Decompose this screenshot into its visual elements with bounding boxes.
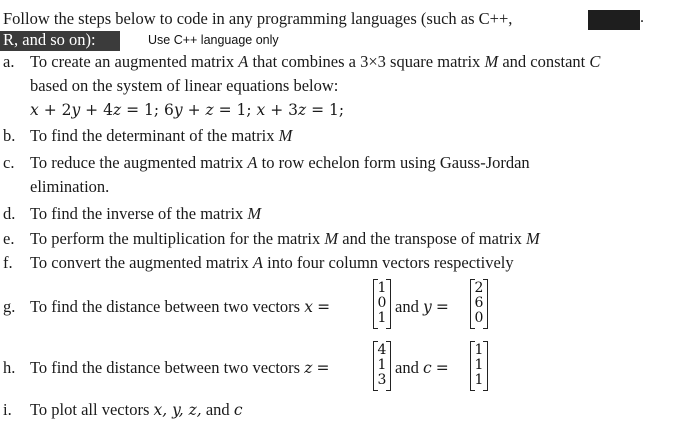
item-e-label-b: and the transpose of matrix <box>342 229 522 248</box>
and-text: and <box>205 400 230 419</box>
item-c <box>3 153 14 173</box>
item-b-text <box>30 126 292 146</box>
eq-part: + 4 <box>85 101 113 119</box>
var-A: A <box>247 153 258 172</box>
equals-sign: = <box>435 298 449 316</box>
var-M: M <box>247 204 262 223</box>
item-g-label: To find the distance between two vectors <box>30 297 301 316</box>
item-f-label: To convert the augmented matrix <box>30 253 249 272</box>
intro-text: Follow the steps below to code in any programming languages (such as C++, <box>3 9 513 28</box>
vector-z <box>373 341 391 391</box>
redaction-bar <box>588 10 640 30</box>
var-M: M <box>324 229 339 248</box>
eq-part: + 3 <box>270 101 299 119</box>
vector-entry: 0 <box>377 295 387 311</box>
item-i-text <box>30 400 243 420</box>
vector-entry: 3 <box>377 372 387 388</box>
item-f <box>3 253 13 273</box>
and-text: and <box>395 297 419 316</box>
vector-entry: 6 <box>474 295 484 311</box>
item-e-text <box>30 229 540 249</box>
vector-entry: 1 <box>377 310 387 326</box>
vector-entry: 4 <box>377 342 387 358</box>
var-z: z <box>304 359 313 377</box>
vector-x <box>373 279 391 329</box>
vector-entry: 1 <box>474 372 484 388</box>
vector-y <box>470 279 488 329</box>
item-e <box>3 229 14 249</box>
eq-z: z <box>298 101 307 119</box>
eq-part: = 1; <box>218 101 252 119</box>
eq-y: y <box>173 101 183 119</box>
redaction-tail: . <box>640 9 644 26</box>
eq-x: x <box>256 101 266 119</box>
vector-entry: 1 <box>377 357 387 373</box>
equals-sign: = <box>316 359 330 377</box>
item-letter: d. <box>3 204 16 223</box>
eq-z: z <box>112 101 122 119</box>
item-c-line-2: elimination. <box>30 177 110 196</box>
item-letter: g. <box>3 297 16 316</box>
var-y: y <box>422 298 432 316</box>
vector-entry: 1 <box>474 342 484 358</box>
item-a-line-2: based on the system of linear equations below: <box>30 76 339 95</box>
item-d <box>3 204 15 224</box>
var-c: c <box>233 401 243 419</box>
eq-y: y <box>71 101 81 119</box>
item-f-label-b: into four column vectors respectively <box>267 253 514 272</box>
equals-sign: = <box>435 359 449 377</box>
item-c-label-b: to row echelon form using Gauss-Jordan <box>261 153 530 172</box>
item-g <box>3 297 15 317</box>
item-letter: c. <box>3 153 15 172</box>
var-M: M <box>484 52 499 71</box>
and-text: and <box>395 358 419 377</box>
item-a-text-b: that combines a 3×3 square matrix <box>252 52 481 71</box>
item-h-text <box>30 358 330 378</box>
item-letter: f. <box>3 253 13 272</box>
item-a <box>3 52 14 72</box>
var-M: M <box>526 229 540 248</box>
var-M: M <box>278 126 293 145</box>
var-C: C <box>589 52 601 71</box>
intro-line-1 <box>3 9 512 29</box>
language-note: Use C++ language only <box>148 33 279 47</box>
item-b <box>3 126 15 146</box>
equals-sign: = <box>317 298 331 316</box>
item-a-text: To create an augmented matrix <box>30 52 235 71</box>
item-c-line-1 <box>30 153 530 173</box>
item-h-and <box>395 358 449 378</box>
vector-entry: 1 <box>377 280 387 296</box>
var-A: A <box>238 52 249 71</box>
item-letter: a. <box>3 52 15 71</box>
item-g-and <box>395 297 449 317</box>
var-A: A <box>252 253 263 272</box>
item-a-text-c: and constant <box>502 52 586 71</box>
item-letter: h. <box>3 358 16 377</box>
var-x: x <box>304 298 313 316</box>
intro-selected-text: R, and so on): <box>3 30 96 49</box>
item-h-label: To find the distance between two vectors <box>30 358 301 377</box>
item-c-label: To reduce the augmented matrix <box>30 153 244 172</box>
item-h <box>3 358 15 378</box>
item-i <box>3 400 12 420</box>
item-d-text <box>30 204 261 224</box>
eq-z: z <box>205 101 214 119</box>
vector-entry: 1 <box>474 357 484 373</box>
intro-line-2 <box>3 30 96 50</box>
eq-x: x <box>30 101 39 119</box>
var-c: c <box>422 359 432 377</box>
item-e-label: To perform the multiplication for the matrix <box>30 229 321 248</box>
item-a-line-1 <box>30 52 600 72</box>
item-letter: b. <box>3 126 16 145</box>
vector-entry: 2 <box>474 280 484 296</box>
item-letter: i. <box>3 400 12 419</box>
vector-c <box>470 341 488 391</box>
item-b-label: To find the determinant of the matrix <box>30 126 275 145</box>
linear-equations <box>30 101 344 119</box>
eq-part: = 1; 6 <box>126 101 174 119</box>
eq-part: + 2 <box>43 101 72 119</box>
eq-part: + <box>187 101 201 119</box>
vector-entry: 0 <box>474 310 484 326</box>
item-i-label: To plot all vectors <box>30 400 150 419</box>
item-g-text <box>30 297 330 317</box>
item-d-label: To find the inverse of the matrix <box>30 204 244 223</box>
vector-names: x, y, z, <box>153 401 202 419</box>
item-letter: e. <box>3 229 15 248</box>
item-f-text <box>30 253 514 273</box>
eq-part: = 1; <box>311 101 345 119</box>
